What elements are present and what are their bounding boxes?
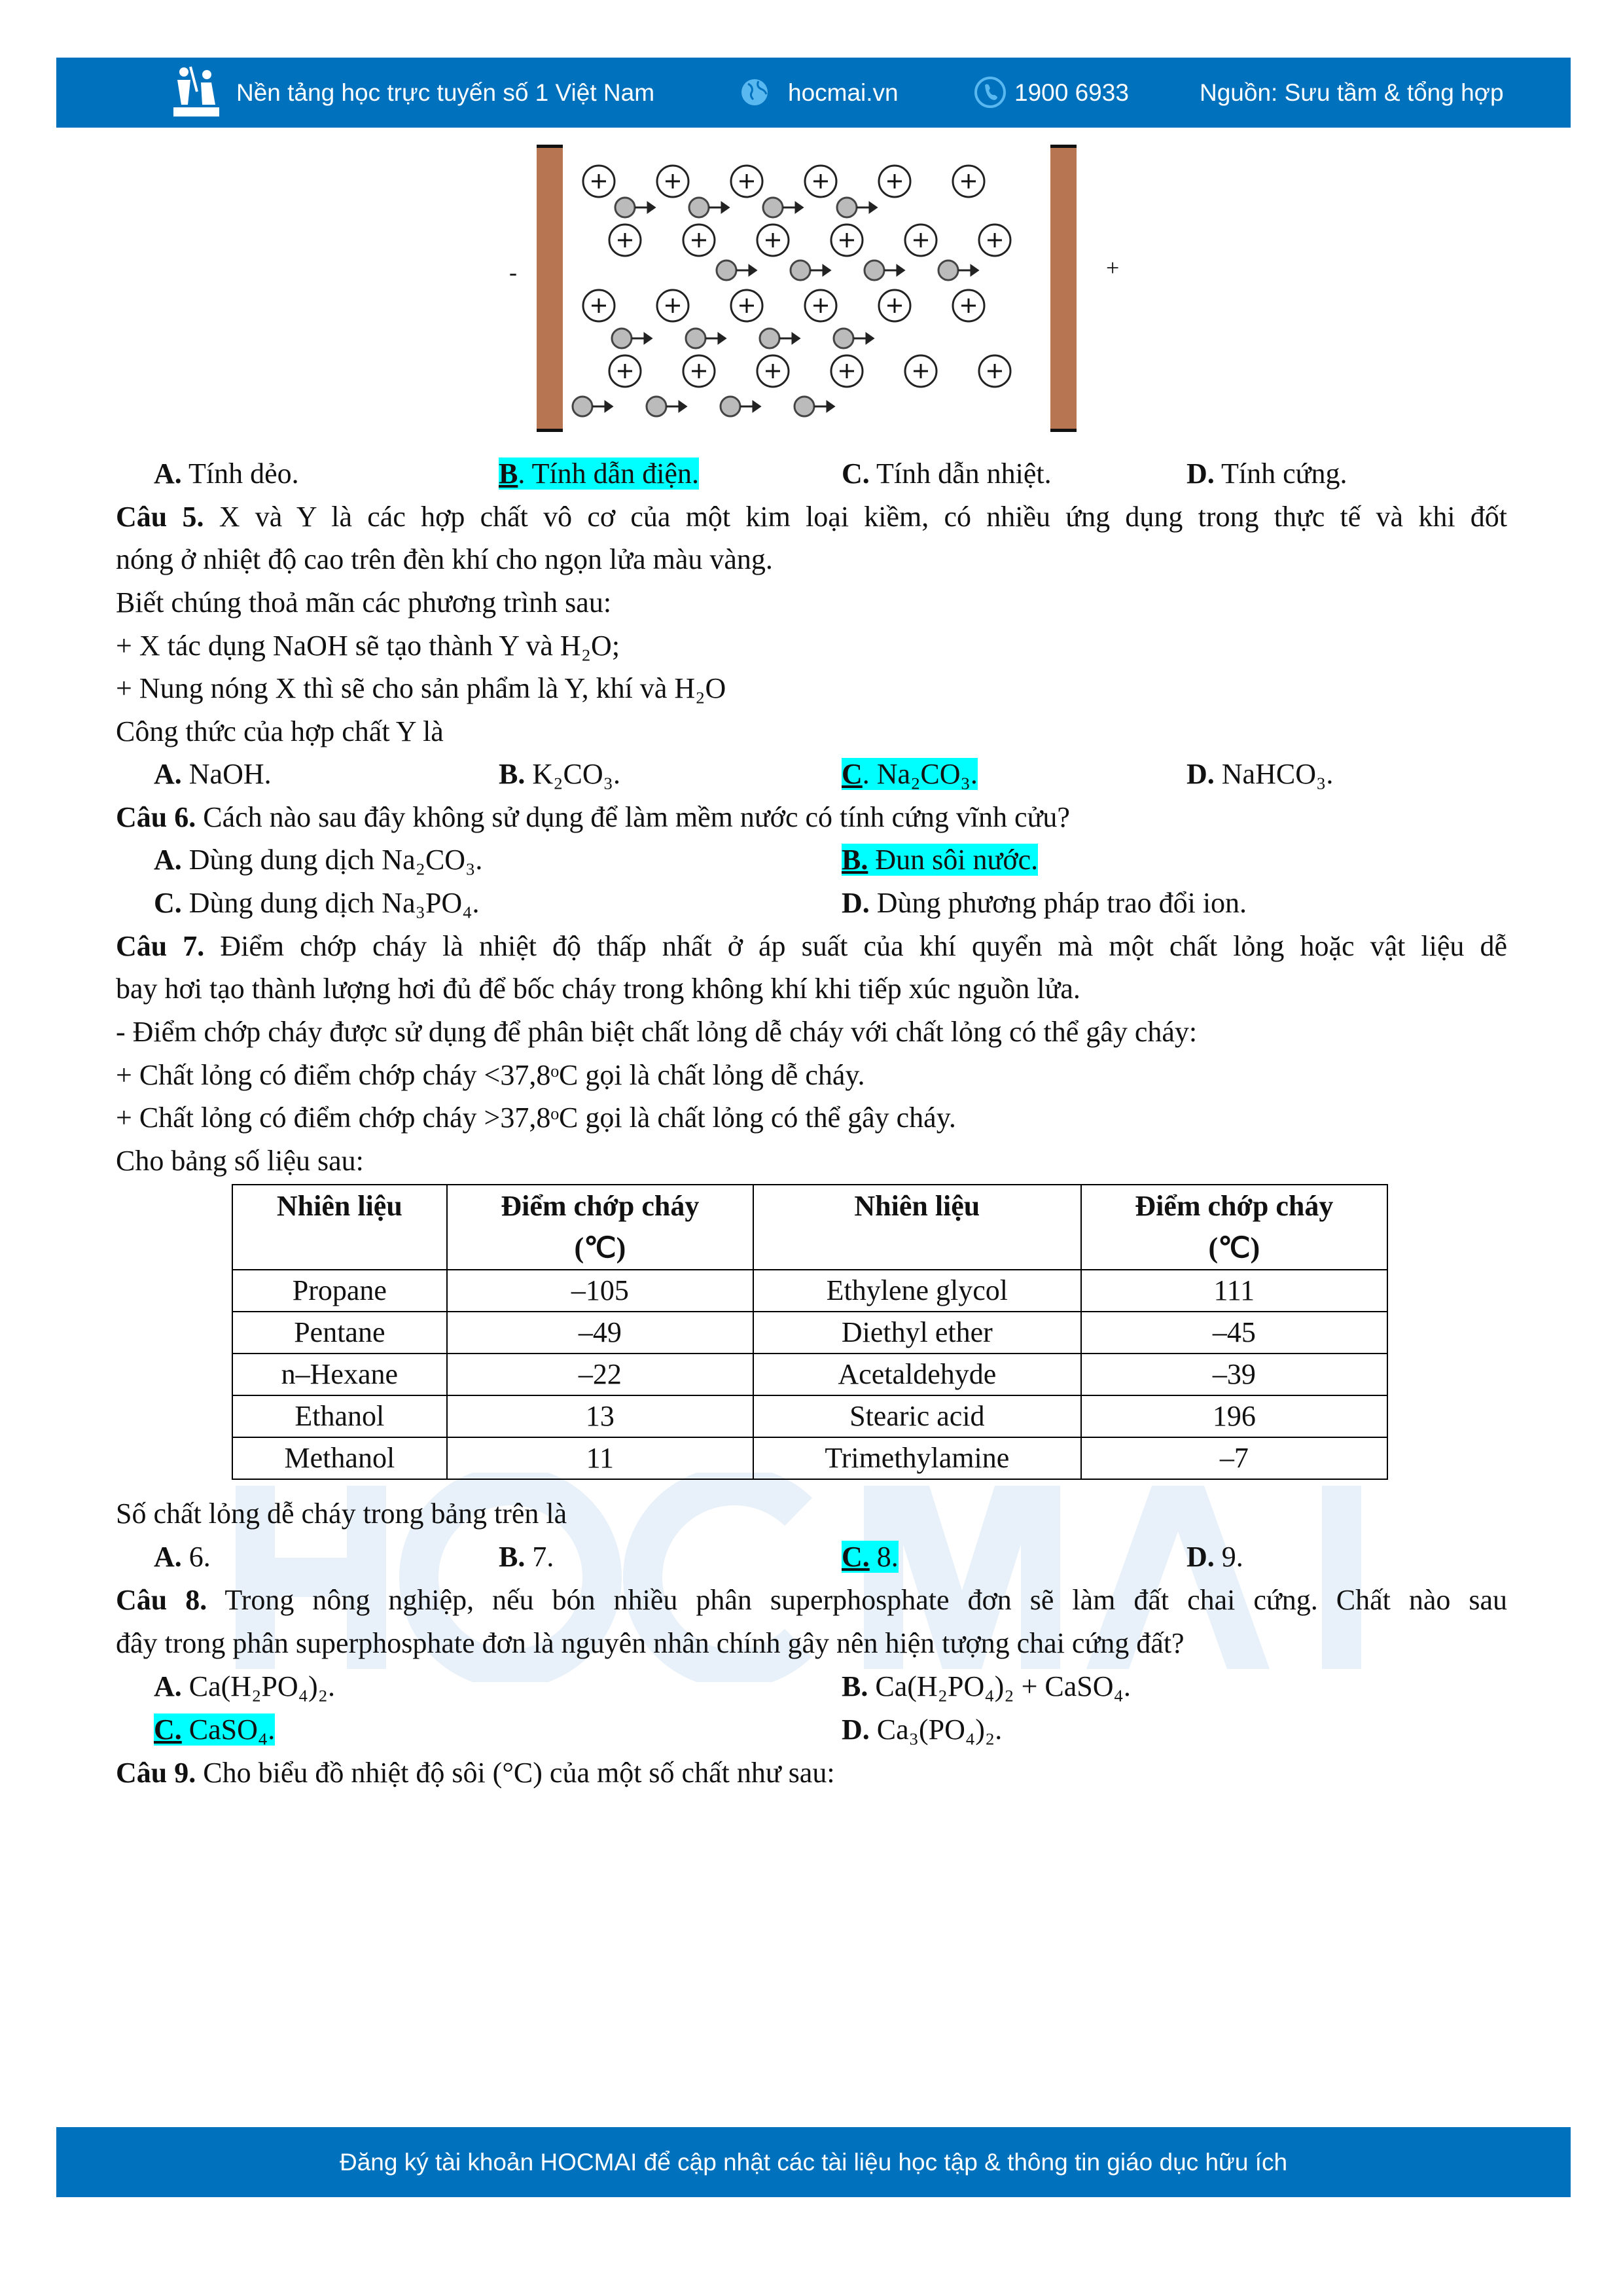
- q5-option-a[interactable]: [154, 753, 272, 796]
- q5-question: Công thức của hợp chất Y là: [116, 715, 444, 747]
- cell: –45: [1081, 1312, 1387, 1354]
- positive-ion-icon: [609, 224, 641, 256]
- option-text: CaSO₄.: [181, 1713, 276, 1746]
- positive-plate: [1050, 145, 1077, 432]
- q7-stem-line3: - Điểm chớp cháy được sử dụng để phân biệt chất lỏng dễ cháy với chất lỏng có thể gây cháy:: [116, 1016, 1198, 1048]
- positive-ion-icon: [657, 166, 688, 197]
- q4-option-a[interactable]: [154, 452, 299, 495]
- q6-option-b[interactable]: [842, 838, 1038, 882]
- column-header-flash-point: Điểm chớp cháy (℃): [447, 1185, 753, 1270]
- option-letter: B.: [499, 1541, 526, 1573]
- cell: Diethyl ether: [753, 1312, 1081, 1354]
- positive-ion-icon: [905, 224, 936, 256]
- globe-icon: [739, 58, 770, 128]
- header-source: Nguồn: Sưu tầm & tổng hợp: [1200, 79, 1504, 106]
- q6-option-a[interactable]: [154, 838, 482, 882]
- positive-ion-icon: [953, 290, 984, 321]
- option-text: Tính cứng.: [1214, 457, 1347, 490]
- electron-icon: [760, 329, 799, 348]
- cell: 196: [1081, 1395, 1387, 1437]
- q7-option-d[interactable]: [1186, 1535, 1243, 1579]
- positive-ion-icon: [757, 355, 789, 387]
- q7-option-a[interactable]: [154, 1535, 211, 1579]
- electron-icon: [721, 397, 760, 416]
- positive-ion-icon: [609, 355, 641, 387]
- column-header-fuel: Nhiên liệu: [753, 1185, 1081, 1270]
- cell: 11: [447, 1437, 753, 1479]
- q7-question: Số chất lỏng dễ cháy trong bảng trên là: [116, 1498, 567, 1530]
- option-letter: D.: [842, 887, 870, 919]
- option-text: Dùng phương pháp trao đổi ion.: [869, 887, 1247, 919]
- q9-stem: [116, 1751, 835, 1795]
- q4-option-c[interactable]: [842, 452, 1052, 495]
- question-text: X và Y là các hợp chất vô cơ của một kim loại kiềm, có nhiều ứng dụng trong thực tế và khi đốt: [204, 501, 1508, 533]
- q5-condition2: + Nung nóng X thì sẽ cho sản phẩm là Y, khí và H₂O: [116, 672, 726, 704]
- q5-stem-line2: nóng ở nhiệt độ cao trên đèn khí cho ngọn lửa màu vàng.: [116, 543, 773, 575]
- option-letter: C.: [842, 1541, 870, 1573]
- electron-icon: [573, 397, 612, 416]
- question-text: Điểm chớp cháy là nhiệt độ thấp nhất ở áp suất của khí quyển mà một chất lỏng hoặc vật liệu dễ: [204, 930, 1507, 962]
- q6-option-c[interactable]: [154, 882, 480, 925]
- cell: Methanol: [232, 1437, 447, 1479]
- question-label: Câu 6.: [116, 801, 196, 833]
- positive-ion-icon: [979, 224, 1010, 256]
- q7-option-c[interactable]: [842, 1535, 899, 1579]
- positive-ion-icon: [979, 355, 1010, 387]
- q7-stem-line6: Cho bảng số liệu sau:: [116, 1145, 364, 1177]
- cell: –7: [1081, 1437, 1387, 1479]
- column-header-flash-point: Điểm chớp cháy (℃): [1081, 1185, 1387, 1270]
- electron-icon: [689, 198, 728, 217]
- option-text: NaHCO₃.: [1214, 758, 1334, 790]
- positive-ion-icon: [805, 290, 836, 321]
- positive-ion-icon: [953, 166, 984, 197]
- cell: –39: [1081, 1354, 1387, 1395]
- option-letter: C: [842, 758, 863, 790]
- column-header-fuel: Nhiên liệu: [232, 1185, 447, 1270]
- option-text: Ca(H₂PO₄)₂ + CaSO₄.: [868, 1670, 1131, 1702]
- electron-icon: [865, 260, 904, 280]
- cell: Pentane: [232, 1312, 447, 1354]
- cell: –49: [447, 1312, 753, 1354]
- option-letter: A.: [154, 457, 182, 490]
- table-row: [232, 1270, 1387, 1312]
- particles-layer: [563, 145, 1050, 432]
- positive-ion-icon: [831, 355, 863, 387]
- q8-stem-line1: [116, 1579, 1507, 1622]
- q5-stem-line3: Biết chúng thoả mãn các phương trình sau:: [116, 586, 612, 619]
- cell: n–Hexane: [232, 1354, 447, 1395]
- option-text: . Na₂CO₃.: [862, 758, 978, 790]
- option-letter: D.: [1186, 758, 1215, 790]
- footer-bar: [56, 2127, 1571, 2197]
- electron-icon: [791, 260, 830, 280]
- q7-stem-line1: [116, 925, 1507, 968]
- positive-ion-icon: [683, 355, 715, 387]
- q8-option-d[interactable]: [842, 1708, 1002, 1751]
- electron-icon: [647, 397, 686, 416]
- negative-plate: [537, 145, 563, 432]
- option-letter: A.: [154, 1541, 182, 1573]
- q4-option-d[interactable]: [1186, 452, 1347, 495]
- option-text: 9.: [1214, 1541, 1243, 1573]
- positive-ion-icon: [757, 224, 789, 256]
- option-letter: D.: [1186, 457, 1215, 490]
- electron-icon: [717, 260, 756, 280]
- option-text: Ca(H₂PO₄)₂.: [181, 1670, 336, 1702]
- cell: Ethylene glycol: [753, 1270, 1081, 1312]
- header-bar: [56, 58, 1571, 128]
- q7-stem-line5: + Chất lỏng có điểm chớp cháy >37,8ᵒC gọi là chất lỏng có thể gây cháy.: [116, 1102, 956, 1134]
- positive-ion-icon: [683, 224, 715, 256]
- positive-ion-icon: [805, 166, 836, 197]
- electron-icon: [938, 260, 978, 280]
- q5-condition1: + X tác dụng NaOH sẽ tạo thành Y và H₂O;: [116, 630, 620, 662]
- electron-icon: [612, 329, 651, 348]
- option-letter: B.: [499, 758, 526, 790]
- q8-option-c[interactable]: [154, 1708, 275, 1751]
- footer-text[interactable]: Đăng ký tài khoản HOCMAI để cập nhật các tài liệu học tập & thông tin giáo dục hữu ích: [339, 2149, 1288, 2176]
- option-letter: D.: [842, 1713, 870, 1746]
- cell: 111: [1081, 1270, 1387, 1312]
- question-text: Cho biểu đồ nhiệt độ sôi (°C) của một số chất như sau:: [196, 1757, 835, 1789]
- option-letter: A.: [154, 844, 182, 876]
- option-letter: A.: [154, 1670, 182, 1702]
- positive-ion-icon: [657, 290, 688, 321]
- question-label: Câu 5.: [116, 501, 204, 533]
- option-text: Dùng dung dịch Na₃PO₄.: [181, 887, 480, 919]
- option-text: Ca₃(PO₄)₂.: [869, 1713, 1003, 1746]
- electron-icon: [686, 329, 725, 348]
- positive-terminal-label: +: [1106, 255, 1120, 281]
- q8-option-a[interactable]: [154, 1665, 335, 1708]
- cell: Stearic acid: [753, 1395, 1081, 1437]
- positive-ion-icon: [583, 290, 615, 321]
- cell: Ethanol: [232, 1395, 447, 1437]
- option-letter: A.: [154, 758, 182, 790]
- option-text: Tính dẫn nhiệt.: [869, 457, 1052, 490]
- table-row: [232, 1437, 1387, 1479]
- q7-option-b[interactable]: [499, 1535, 554, 1579]
- cell: Propane: [232, 1270, 447, 1312]
- positive-ion-icon: [905, 355, 936, 387]
- question-label: Câu 8.: [116, 1584, 207, 1616]
- q8-option-b[interactable]: [842, 1665, 1131, 1708]
- option-letter: C.: [842, 457, 870, 490]
- header-slogan: Nền tảng học trực tuyến số 1 Việt Nam: [236, 79, 655, 106]
- electron-icon: [763, 198, 802, 217]
- q5-option-d[interactable]: [1186, 753, 1333, 796]
- option-text: 7.: [525, 1541, 554, 1573]
- cell: Acetaldehyde: [753, 1354, 1081, 1395]
- option-text: Đun sôi nước.: [868, 844, 1039, 876]
- q6-stem: [116, 796, 1070, 839]
- option-text: K₂CO₃.: [525, 758, 620, 790]
- table-row: [232, 1395, 1387, 1437]
- option-letter: D.: [1186, 1541, 1215, 1573]
- question-text: Trong nông nghiệp, nếu bón nhiều phân superphosphate đơn sẽ làm đất chai cứng. Chất nào sau: [207, 1584, 1507, 1616]
- table-header-row: [232, 1185, 1387, 1270]
- option-letter: C.: [154, 1713, 182, 1746]
- q8-stem-line2: đây trong phân superphosphate đơn là nguyên nhân chính gây nên hiện tượng chai cứng đất?: [116, 1627, 1185, 1659]
- electron-icon: [794, 397, 834, 416]
- negative-terminal-label: -: [509, 259, 517, 285]
- option-text: 8.: [869, 1541, 899, 1573]
- table-row: [232, 1354, 1387, 1395]
- cell: –105: [447, 1270, 753, 1312]
- option-text: 6.: [181, 1541, 211, 1573]
- header-phone[interactable]: 1900 6933: [1014, 79, 1129, 106]
- cell: –22: [447, 1354, 753, 1395]
- cell: 13: [447, 1395, 753, 1437]
- positive-ion-icon: [831, 224, 863, 256]
- hocmai-logo: [171, 65, 222, 118]
- flash-point-table: [232, 1184, 1388, 1480]
- option-letter: B.: [842, 1670, 868, 1702]
- positive-ion-icon: [731, 166, 762, 197]
- phone-icon: [974, 58, 1007, 128]
- positive-ion-icon: [731, 290, 762, 321]
- question-label: Câu 9.: [116, 1757, 196, 1789]
- option-letter: B.: [842, 844, 868, 876]
- option-letter: B: [499, 457, 518, 490]
- electron-icon: [834, 329, 873, 348]
- positive-ion-icon: [583, 166, 615, 197]
- q5-stem-line1: [116, 495, 1507, 539]
- q7-stem-line2: bay hơi tạo thành lượng hơi đủ để bốc cháy trong không khí khi tiếp xúc nguồn lửa.: [116, 973, 1080, 1005]
- question-label: Câu 7.: [116, 930, 205, 962]
- q5-option-c[interactable]: [842, 753, 978, 796]
- header-website[interactable]: hocmai.vn: [788, 79, 899, 106]
- option-text: . Tính dẫn điện.: [518, 457, 699, 490]
- q7-stem-line4: + Chất lỏng có điểm chớp cháy <37,8ᵒC gọi là chất lỏng dễ cháy.: [116, 1059, 865, 1091]
- option-text: Dùng dung dịch Na₂CO₃.: [181, 844, 483, 876]
- q4-option-b[interactable]: [499, 452, 699, 495]
- option-letter: C.: [154, 887, 182, 919]
- positive-ion-icon: [879, 290, 910, 321]
- option-text: NaOH.: [181, 758, 272, 790]
- cell: Trimethylamine: [753, 1437, 1081, 1479]
- table-row: [232, 1312, 1387, 1354]
- electron-icon: [837, 198, 876, 217]
- positive-ion-icon: [879, 166, 910, 197]
- q5-option-b[interactable]: [499, 753, 620, 796]
- electron-icon: [615, 198, 654, 217]
- option-text: Tính dẻo.: [181, 457, 299, 490]
- question-text: Cách nào sau đây không sử dụng để làm mềm nước có tính cứng vĩnh cửu?: [196, 801, 1070, 833]
- q6-option-d[interactable]: [842, 882, 1247, 925]
